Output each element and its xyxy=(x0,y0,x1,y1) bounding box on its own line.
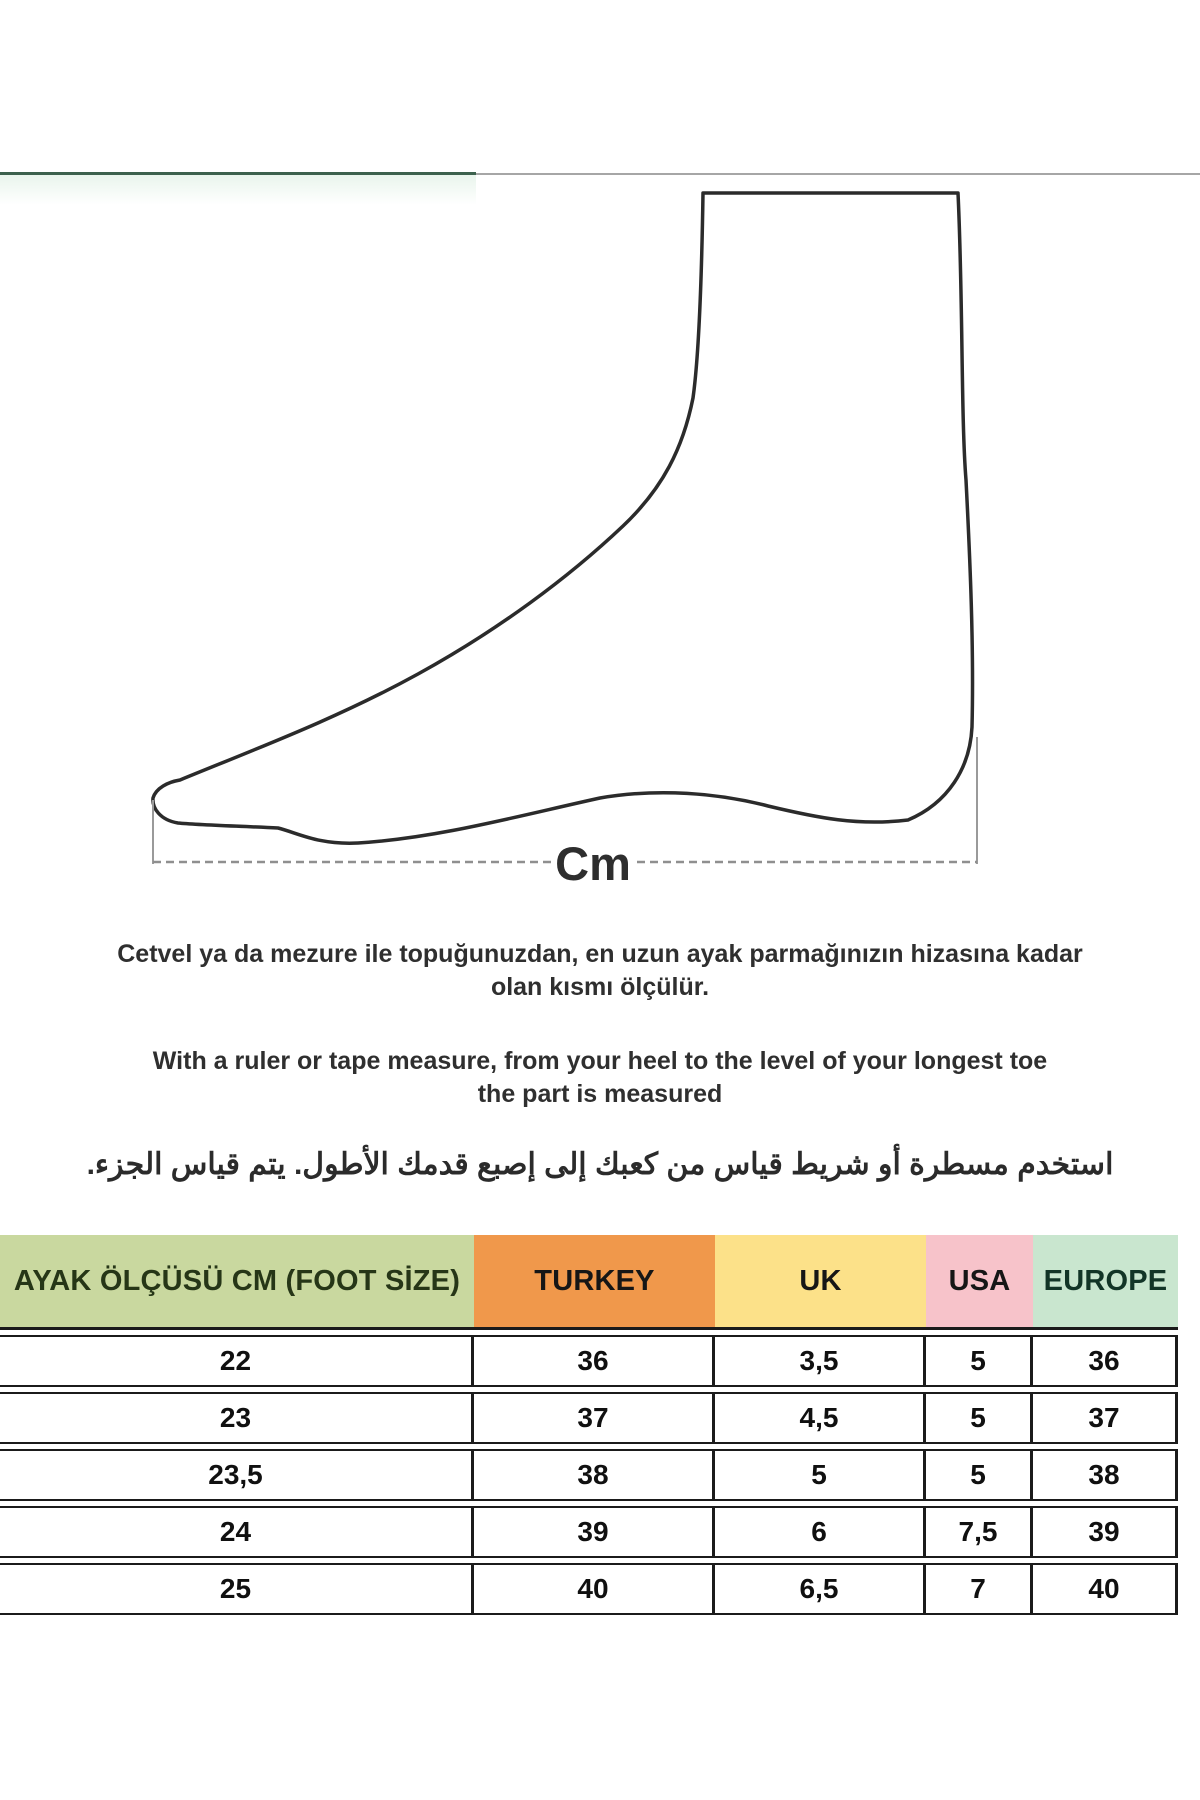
instruction-turkish-line2: olan kısmı ölçülür. xyxy=(490,973,710,1001)
cell-usa: 5 xyxy=(926,1449,1033,1501)
cell-turkey: 40 xyxy=(474,1563,715,1615)
foot-diagram-svg xyxy=(118,178,1060,920)
cell-uk: 6,5 xyxy=(715,1563,926,1615)
cell-usa: 7 xyxy=(926,1563,1033,1615)
instruction-english-line2: the part is measured xyxy=(477,1080,723,1108)
cell-turkey: 36 xyxy=(474,1335,715,1387)
instruction-turkish-line1: Cetvel ya da mezure ile topuğunuzdan, en uzun ayak parmağınızın hizasına kadar xyxy=(117,940,1083,968)
size-table xyxy=(0,1230,1178,1620)
column-header-foot-size: AYAK ÖLÇÜSÜ CM (FOOT SİZE) xyxy=(0,1235,474,1330)
cell-europe: 38 xyxy=(1033,1449,1178,1501)
table-row-0 xyxy=(0,1335,1178,1387)
cell-europe: 39 xyxy=(1033,1506,1178,1558)
size-table-header xyxy=(0,1235,1178,1330)
foot-measurement-diagram xyxy=(118,178,1060,920)
cell-europe: 36 xyxy=(1033,1335,1178,1387)
cell-foot-size: 22 xyxy=(0,1335,474,1387)
cell-uk: 3,5 xyxy=(715,1335,926,1387)
foot-outline xyxy=(153,193,973,843)
cm-label: Cm xyxy=(555,837,631,890)
cell-foot-size: 23 xyxy=(0,1392,474,1444)
cell-foot-size: 25 xyxy=(0,1563,474,1615)
cell-europe: 37 xyxy=(1033,1392,1178,1444)
cell-usa: 5 xyxy=(926,1335,1033,1387)
instruction-english xyxy=(0,1045,1200,1111)
cell-turkey: 38 xyxy=(474,1449,715,1501)
column-header-uk: UK xyxy=(715,1235,926,1330)
instruction-english-line1: With a ruler or tape measure, from your heel to the level of your longest toe xyxy=(152,1047,1048,1075)
size-table-header-row xyxy=(0,1235,1178,1330)
cell-turkey: 37 xyxy=(474,1392,715,1444)
size-table-body xyxy=(0,1335,1178,1615)
divider-line-segment xyxy=(476,173,1200,175)
cell-foot-size: 23,5 xyxy=(0,1449,474,1501)
column-header-turkey: TURKEY xyxy=(474,1235,715,1330)
cell-turkey: 39 xyxy=(474,1506,715,1558)
cell-uk: 5 xyxy=(715,1449,926,1501)
table-row-2 xyxy=(0,1449,1178,1501)
cell-usa: 7,5 xyxy=(926,1506,1033,1558)
instruction-turkish xyxy=(0,938,1200,1004)
table-row-4 xyxy=(0,1563,1178,1615)
column-header-europe: EUROPE xyxy=(1033,1235,1178,1330)
cell-foot-size: 24 xyxy=(0,1506,474,1558)
table-row-1 xyxy=(0,1392,1178,1444)
cell-usa: 5 xyxy=(926,1392,1033,1444)
column-header-usa: USA xyxy=(926,1235,1033,1330)
table-row-3 xyxy=(0,1506,1178,1558)
instruction-arabic: استخدم مسطرة أو شريط قياس من كعبك إلى إصبع قدمك الأطول. يتم قياس الجزء. xyxy=(86,1148,1114,1181)
cell-europe: 40 xyxy=(1033,1563,1178,1615)
cell-uk: 4,5 xyxy=(715,1392,926,1444)
cell-uk: 6 xyxy=(715,1506,926,1558)
